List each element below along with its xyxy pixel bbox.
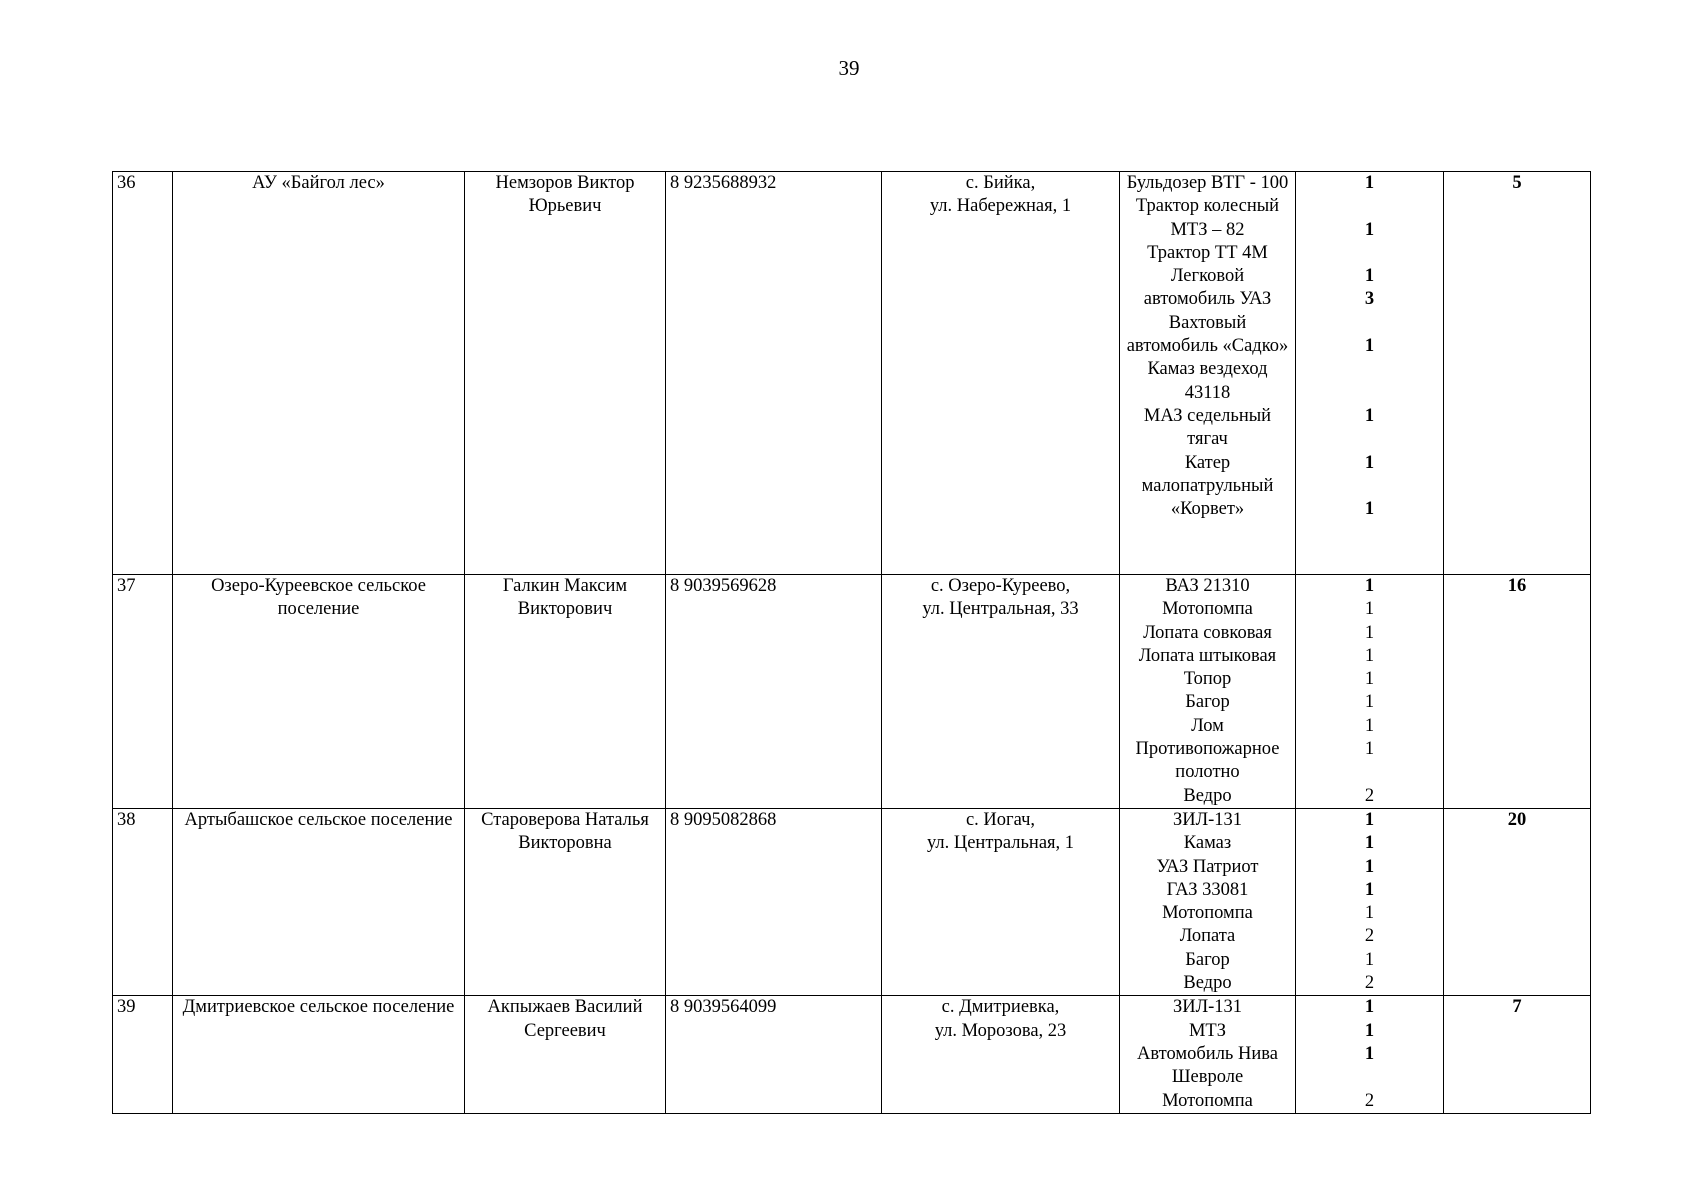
row-number: 36 bbox=[113, 172, 173, 575]
equipment-item: МАЗ седельный тягач bbox=[1143, 405, 1272, 450]
address bbox=[882, 996, 1120, 1113]
equipment-quantity: 1 bbox=[1364, 997, 1375, 1018]
equipment-quantity: 1 bbox=[1364, 599, 1375, 620]
equipment-item: ЗИЛ-131 bbox=[1172, 809, 1243, 830]
responsible-person: Галкин Максим Викторович bbox=[465, 575, 666, 809]
equipment-quantity: 1 bbox=[1364, 452, 1375, 473]
row-total: 5 bbox=[1444, 172, 1591, 575]
equipment-quantity: 1 bbox=[1364, 173, 1375, 193]
equipment-item: Мотопомпа bbox=[1162, 903, 1253, 924]
equipment-item: ЗИЛ-131 bbox=[1172, 997, 1243, 1018]
equipment-quantity: 1 bbox=[1364, 692, 1375, 713]
page-number: 39 bbox=[838, 56, 860, 80]
address bbox=[882, 808, 1120, 995]
row-number: 37 bbox=[113, 575, 173, 809]
equipment-item: МТЗ bbox=[1188, 1020, 1227, 1041]
address-line-1: с. Иогач, bbox=[965, 809, 1036, 830]
phone-number: 8 9235688932 bbox=[666, 172, 882, 575]
equipment-quantity: 1 bbox=[1364, 856, 1375, 877]
equipment-quantity: 1 bbox=[1364, 715, 1375, 736]
equipment-item: Мотопомпа bbox=[1162, 1090, 1253, 1111]
equipment-quantity: 1 bbox=[1364, 903, 1375, 924]
row-total: 20 bbox=[1444, 808, 1591, 995]
equipment-item: Ведро bbox=[1183, 973, 1232, 994]
equipment-item: ГАЗ 33081 bbox=[1166, 879, 1249, 900]
table-body bbox=[113, 172, 1591, 1114]
equipment-item: ВАЗ 21310 bbox=[1165, 576, 1250, 596]
responsible-person: Староверова Наталья Викторовна bbox=[465, 808, 666, 995]
equipment-item: Противопожарное полотно bbox=[1135, 739, 1280, 783]
equipment-quantity: 1 bbox=[1364, 949, 1375, 970]
equipment-quantity: 2 bbox=[1364, 973, 1375, 994]
address-line-2: ул. Морозова, 23 bbox=[934, 1020, 1067, 1041]
equipment-quantity: 1 bbox=[1364, 336, 1375, 357]
equipment-item: Трактор ТТ 4М bbox=[1147, 242, 1268, 263]
equipment-list bbox=[1120, 808, 1296, 995]
equipment-quantity: 1 bbox=[1364, 266, 1375, 287]
equipment-quantity: 1 bbox=[1364, 879, 1375, 900]
address bbox=[882, 172, 1120, 575]
phone-number: 8 9039569628 bbox=[666, 575, 882, 809]
address-line-2: ул. Набережная, 1 bbox=[929, 196, 1072, 217]
equipment-quantity: 2 bbox=[1364, 926, 1375, 947]
organization-name: Артыбашское сельское поселение bbox=[173, 808, 465, 995]
equipment-quantity: 1 bbox=[1364, 645, 1375, 666]
address-line-1: с. Озеро-Куреево, bbox=[930, 576, 1071, 596]
organization-name: Озеро-Куреевское сельское поселение bbox=[173, 575, 465, 809]
quantity-list bbox=[1296, 996, 1444, 1113]
equipment-quantity: 1 bbox=[1364, 499, 1375, 520]
equipment-item: Лопата bbox=[1179, 926, 1236, 947]
row-total: 16 bbox=[1444, 575, 1591, 809]
equipment-item: Катер малопатрульный «Корвет» bbox=[1141, 452, 1274, 520]
quantity-list bbox=[1296, 172, 1444, 575]
equipment-list bbox=[1120, 575, 1296, 809]
quantity-list bbox=[1296, 575, 1444, 809]
equipment-item: Вахтовый автомобиль «Садко» bbox=[1126, 312, 1289, 357]
row-number: 38 bbox=[113, 808, 173, 995]
equipment-list bbox=[1120, 172, 1296, 575]
equipment-quantity: 1 bbox=[1364, 833, 1375, 854]
equipment-item: Камаз вездеход 43118 bbox=[1147, 359, 1268, 403]
phone-number: 8 9039564099 bbox=[666, 996, 882, 1113]
equipment-quantity: 1 bbox=[1364, 1043, 1375, 1064]
equipment-quantity: 1 bbox=[1364, 219, 1375, 240]
equipment-quantity: 1 bbox=[1364, 405, 1375, 426]
equipment-item: Лопата совковая bbox=[1143, 622, 1272, 643]
responsible-person: Акпыжаев Василий Сергеевич bbox=[465, 996, 666, 1113]
equipment-quantity: 1 bbox=[1364, 576, 1375, 596]
equipment-quantity: 1 bbox=[1364, 739, 1375, 760]
equipment-item: Ведро bbox=[1183, 785, 1232, 806]
equipment-item: Легковой автомобиль УАЗ bbox=[1143, 266, 1272, 310]
equipment-quantity: 2 bbox=[1364, 1090, 1375, 1111]
equipment-quantity: 1 bbox=[1364, 669, 1375, 690]
equipment-item: Топор bbox=[1183, 669, 1232, 690]
table-row bbox=[113, 575, 1591, 809]
equipment-item: Лом bbox=[1191, 715, 1224, 736]
equipment-quantity: 2 bbox=[1364, 785, 1375, 806]
equipment-item: Мотопомпа bbox=[1162, 599, 1253, 620]
equipment-item: УАЗ Патриот bbox=[1156, 856, 1259, 877]
address-line-1: с. Бийка, bbox=[965, 173, 1036, 193]
address-line-2: ул. Центральная, 33 bbox=[922, 599, 1079, 620]
quantity-list bbox=[1296, 808, 1444, 995]
equipment-item: Багор bbox=[1185, 692, 1230, 713]
equipment-item: Бульдозер ВТГ - 100 bbox=[1126, 173, 1289, 193]
responsible-person: Немзоров Виктор Юрьевич bbox=[465, 172, 666, 575]
table-row bbox=[113, 996, 1591, 1113]
equipment-item: Трактор колесный МТЗ – 82 bbox=[1135, 196, 1280, 240]
table-row bbox=[113, 808, 1591, 995]
equipment-item: Лопата штыковая bbox=[1138, 645, 1277, 666]
equipment-item: Автомобиль Нива Шевроле bbox=[1137, 1043, 1278, 1088]
equipment-quantity: 1 bbox=[1364, 622, 1375, 643]
address bbox=[882, 575, 1120, 809]
organization-name: АУ «Байгол лес» bbox=[173, 172, 465, 575]
equipment-quantity: 3 bbox=[1364, 289, 1375, 310]
equipment-table bbox=[112, 171, 1591, 1114]
equipment-quantity: 1 bbox=[1364, 809, 1375, 830]
equipment-quantity: 1 bbox=[1364, 1020, 1375, 1041]
phone-number: 8 9095082868 bbox=[666, 808, 882, 995]
table-row bbox=[113, 172, 1591, 575]
address-line-1: с. Дмитриевка, bbox=[941, 997, 1060, 1018]
equipment-item: Камаз bbox=[1183, 833, 1232, 854]
equipment-item: Багор bbox=[1185, 949, 1230, 970]
equipment-list bbox=[1120, 996, 1296, 1113]
row-number: 39 bbox=[113, 996, 173, 1113]
address-line-2: ул. Центральная, 1 bbox=[926, 833, 1075, 854]
organization-name: Дмитриевское сельское поселение bbox=[173, 996, 465, 1113]
row-total: 7 bbox=[1444, 996, 1591, 1113]
